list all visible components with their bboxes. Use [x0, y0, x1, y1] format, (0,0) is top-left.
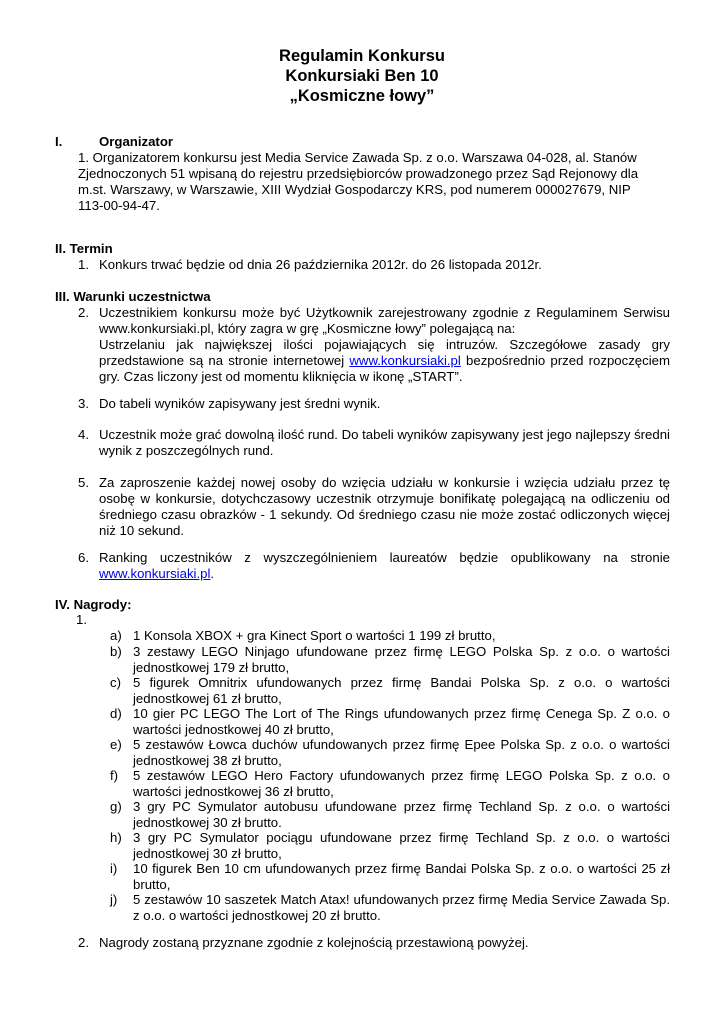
condition-6-tail: . [210, 566, 215, 581]
prize-e-text: 5 zestawów Łowca duchów ufundowanych przez firmę Epee Polska Sp. z o.o. o wartości jednostkowej 38 zł brutto, [133, 737, 670, 768]
prizes-item-2-text: Nagrody zostaną przyznane zgodnie z kolejnością przestawioną powyżej. [99, 935, 529, 950]
prize-c-text: 5 figurek Omnitrix ufundowanych przez firmę Bandai Polska Sp. z o.o. o wartości jednostkowej 61 zł brutto, [133, 675, 670, 706]
prize-i-text: 10 figurek Ben 10 cm ufundowanych przez firmę Bandai Polska Sp. z o.o. o wartości 25 zł brutto, [133, 861, 670, 892]
prize-c-letter: c) [110, 675, 121, 690]
prize-g-text: 3 gry PC Symulator autobusu ufundowane przez firmę Techland Sp. z o.o. o wartości jednostkowej 30 zł brutto. [133, 799, 670, 830]
prizes-item-2-number: 2. [78, 935, 89, 950]
prize-d-text: 10 gier PC LEGO The Lort of The Rings ufundowanych przez firmę Cenega Sp. Z o.o. o wartości jednostkowej 40 zł brutto, [133, 706, 670, 737]
condition-4-text: Uczestnik może grać dowolną ilość rund. Do tabeli wyników zapisywany jest jego najlepszy średni wynik z poszczególnych rund. [99, 427, 670, 458]
prizes-item-1-number: 1. [76, 612, 87, 627]
prize-f-letter: f) [110, 768, 119, 783]
condition-5-text: Za zaproszenie każdej nowej osoby do wzięcia udziału w konkursie i wzięcia udziału przez tę osobę w konkursie, dotychczasowy uczestnik otrzymuje bonifikatę polegającą na odliczeniu od średniego czasu obrazków - 1 sekundy. Od średniego czasu nie może zostać odliczonych więcej niż 10 sekund. [99, 475, 670, 538]
prize-i-letter: i) [110, 861, 118, 876]
prize-d-letter: d) [110, 706, 122, 721]
term-item-number: 1. [78, 257, 89, 272]
section-term-heading: II. Termin [55, 241, 113, 256]
prize-j-text: 5 zestawów 10 saszetek Match Atax! ufundowanych przez firmę Media Service Zawada Sp. z o.o. o wartości jednostkowej 20 zł brutto. [133, 892, 670, 923]
condition-2-text-b: Ustrzelaniu jak największej ilości pojawiających się intruzów. Szczegółowe zasady gry przedstawione są na stronie internetowej [99, 337, 670, 368]
condition-3-number: 3. [78, 396, 89, 411]
condition-2-number: 2. [78, 305, 89, 320]
prize-h-text: 3 gry PC Symulator pociągu ufundowane przez firmę Techland Sp. z o.o. o wartości jednostkowej 30 zł brutto, [133, 830, 670, 861]
condition-6-text [99, 550, 670, 582]
section-conditions-heading: III. Warunki uczestnictwa [55, 289, 211, 304]
prize-f-text: 5 zestawów LEGO Hero Factory ufundowanych przez firmę LEGO Polska Sp. z o.o. o wartości jednostkowej 36 zł brutto, [133, 768, 670, 799]
prize-g-letter: g) [110, 799, 122, 814]
prize-a-letter: a) [110, 628, 122, 643]
condition-2-text [99, 305, 670, 385]
organizer-paragraph: 1. Organizatorem konkursu jest Media Service Zawada Sp. z o.o. Warszawa 04-028, al. Stanów Zjednoczonych 51 wpisaną do rejestru przedsiębiorców prowadzonego przez Sąd Rejonowy dla m.st. Warszawy, w Warszawie, XIII Wydział Gospodarczy KRS, pod numerem 000027679, NIP 113-00-94-47. [78, 150, 639, 213]
document-title [0, 46, 724, 106]
condition-4-number: 4. [78, 427, 89, 442]
prize-e-letter: e) [110, 737, 122, 752]
condition-6-number: 6. [78, 550, 89, 565]
section-organizer-heading: Organizator [99, 134, 174, 149]
prize-b-text: 3 zestawy LEGO Ninjago ufundowane przez firmę LEGO Polska Sp. z o.o. o wartości jednostkowej 179 zł brutto, [133, 644, 670, 675]
condition-6-text-a: Ranking uczestników z wyszczególnieniem laureatów będzie opublikowany na stronie [99, 550, 670, 565]
term-item-text: Konkurs trwać będzie od dnia 26 października 2012r. do 26 listopada 2012r. [99, 257, 542, 272]
section-organizer-numeral: I. [55, 134, 63, 149]
condition-3-text: Do tabeli wyników zapisywany jest średni wynik. [99, 396, 381, 411]
prize-j-letter: j) [110, 892, 118, 907]
condition-2-text-a: Uczestnikiem konkursu może być Użytkownik zarejestrowany zgodnie z Regulaminem Serwisu www.konkursiaki.pl, który zagra w grę „Kosmiczne łowy” polegającą na: [99, 305, 670, 336]
prize-a-text: 1 Konsola XBOX + gra Kinect Sport o wartości 1 199 zł brutto, [133, 628, 496, 643]
prize-b-letter: b) [110, 644, 122, 659]
title-line-3: „Kosmiczne łowy” [289, 87, 435, 105]
konkursiaki-link[interactable]: www.konkursiaki.pl [349, 353, 461, 368]
condition-2-text-c: bezpośrednio przed rozpoczęciem gry. Czas liczony jest od momentu kliknięcia w ikonę „START”. [99, 353, 670, 384]
condition-5-number: 5. [78, 475, 89, 490]
prize-h-letter: h) [110, 830, 122, 845]
konkursiaki-ranking-link[interactable]: www.konkursiaki.pl [99, 566, 211, 581]
section-prizes-heading: IV. Nagrody: [55, 597, 132, 612]
title-line-2: Konkursiaki Ben 10 [285, 67, 439, 85]
title-line-1: Regulamin Konkursu [279, 47, 445, 65]
